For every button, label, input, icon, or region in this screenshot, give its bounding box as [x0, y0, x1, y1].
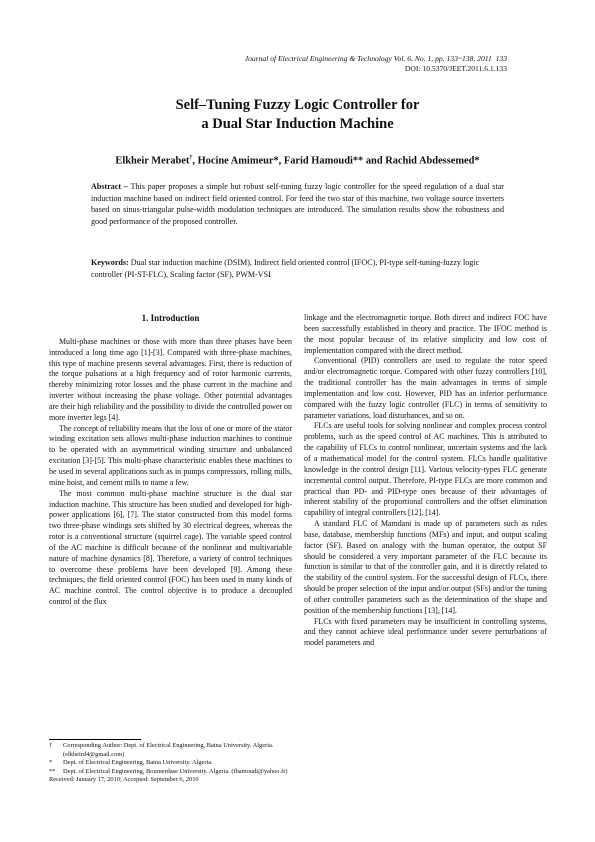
journal-header	[245, 54, 507, 74]
footnote	[49, 742, 299, 759]
corresponding-mark: †	[189, 155, 193, 161]
paragraph: linkage and the electromagnetic torque. Both direct and indirect FOC have been successfully established in theory and practice. The IFOC method is the most popular because of its relative simplicity and low cost of implementation compared with the direct method.	[304, 313, 547, 355]
paragraph: The most common multi-phase machine structure is the dual star induction machine. This structure has been studied and developed for high-power applications [6], [7]. The stator constructed from this model forms two three-phase windings sets shifted by 30 electrical degrees, whereas the rotor is a conventional structure (squirrel cage). The variable speed control of the AC machine is difficult because of the nonlinear and multivariable nature of machine dynamics [8]. Therefore, a variety of control techniques to overcome these problems have been developed [9]. Among these techniques, the field oriented control (FOC) has been used in many kinds of AC machine control. The control objective is to produce a decoupled control of the flux	[49, 488, 292, 607]
footnote-text: Dept. of Electrical Engineering, Batna University. Algeria.	[63, 759, 213, 767]
doi: DOI: 10.5370/JEET.2011.6.1.133	[404, 64, 507, 73]
footnote-divider	[49, 739, 141, 740]
paragraph: A standard FLC of Mamdani is made up of parameters such as rules base, database, membership functions (MFs) and input, and output scaling factor (SF). Based on analogy with the human operator, the output SF should be considered a very important parameter of the FLC because its function is similar to that of the controller gain, and it is directly related to the stability of the control system. For the successful design of FLCs, there should be proper selection of the input and/or output (SFs) and/or the tuning of other controller parameters such as the determination of the shape and position of the membership functions [13], [14].	[304, 519, 547, 615]
journal-line: Journal of Electrical Engineering & Technology Vol. 6, No. 1, pp. 133~138, 2011	[244, 54, 492, 63]
abstract-text: This paper proposes a simple but robust self-tuning fuzzy logic controller for the speed regulation of a dual star induction machine based on indirect field oriented control. For feed the two star of this machine, two voltage source inverters based on sinus-triangular pulse-width modulation techniques are introduced. The simulation results show the robustness and good performance of the proposed controller.	[91, 182, 504, 226]
title-line: a Dual Star Induction Machine	[201, 116, 394, 132]
footnote	[49, 768, 299, 777]
footnote-mark: *	[49, 759, 53, 767]
paragraph: Multi-phase machines or those with more than three phases have been introduced a long time ago [1]-[3]. Compared with three-phase machines, this type of machine presents several advantages. First, there is reduction of the torque pulsations at a high frequency and of rotor harmonic currents, thereby minimizing rotor losses and the phase current in the machine and inverter without increasing the phase voltage. Other potential advantages are their high reliability and the possibility to divide the controlled power on more inverter legs [4].	[49, 336, 292, 422]
left-column	[49, 313, 292, 608]
received-date: Received: January 17, 2010; Accepted: September 6, 2010	[49, 776, 199, 784]
paragraph: Conventional (PID) controllers are used to regulate the rotor speed and/or electromagnetic torque. Compared with other fuzzy controllers [10], the traditional controller has the main advantages in terms of simple implementation and low cost. However, PID has an inferior performance compared with the fuzzy logic controller (FLC) in terms of sensitivity to parameter variations, load disturbances, and so on.	[304, 356, 547, 420]
title-line: Self–Tuning Fuzzy Logic Controller for	[175, 97, 420, 113]
footnote	[49, 759, 299, 768]
abstract-label: Abstract –	[91, 182, 128, 191]
paragraph: The concept of reliability means that the loss of one or more of the stator winding excitation sets allows multi-phase induction machines to continue to be operated with an asymmetrical winding structure and unbalanced excitation [3]-[5]. This multi-phase characteristic enables these machines to be used in several applications such as in pumps compressors, rolling mills, mine hoist, and cement mills to name a few.	[49, 423, 292, 487]
authors	[60, 155, 535, 166]
abstract	[91, 181, 504, 227]
footnote-mark: **	[49, 767, 56, 775]
paper-title	[60, 96, 535, 134]
author-name: Elkheir Merabet	[115, 155, 190, 167]
right-column	[304, 313, 547, 649]
paragraph: FLCs are useful tools for solving nonlinear and complex process control problems, such as the speed control of AC machines. This is attributed to the capability of FLCs to control nonlinear, uncertain systems and the lack of a mathematical model for the control system. FLCs handle qualitative knowledge in the control design [11]. Various velocity-types FLC generate incremental control output. Therefore, PI-type FLCs are more common and practical than PD- and PID-type ones because of their advantages of inherent stability of the proportional controllers and the offset elimination capability of integral controllers [12], [14].	[304, 421, 547, 518]
keywords-text: Dual star induction machine (DSIM), Indirect field oriented control (IFOC), PI-type self-tuning-fuzzy logic controller (PI-ST-FLC), Scaling factor (SF), PWM-VSI	[91, 258, 480, 279]
section-heading: 1. Introduction	[141, 313, 200, 323]
keywords	[91, 257, 504, 280]
journal-citation	[245, 54, 507, 64]
footnote-text: Corresponding Author: Dept. of Electrical Engineering, Batna University. Algeria. (elkheird4@gmail.com)	[63, 742, 274, 758]
footnotes	[49, 742, 299, 785]
author-names: , Hocine Amimeur*, Farid Hamoudi** and Rachid Abdessemed*	[192, 155, 480, 167]
keywords-label: Keywords:	[91, 258, 129, 267]
page-number: 133	[495, 54, 507, 63]
footnote-mark: †	[49, 742, 53, 749]
paragraph: FLCs with fixed parameters may be insufficient in controlling systems, and they cannot achieve ideal performance under severe perturbations of model parameters and	[304, 616, 547, 648]
footnote-text: Dept. of Electrical Engineering, Boumerdase University. Algeria. (fhamoudi@yahoo.fr)	[63, 767, 288, 775]
